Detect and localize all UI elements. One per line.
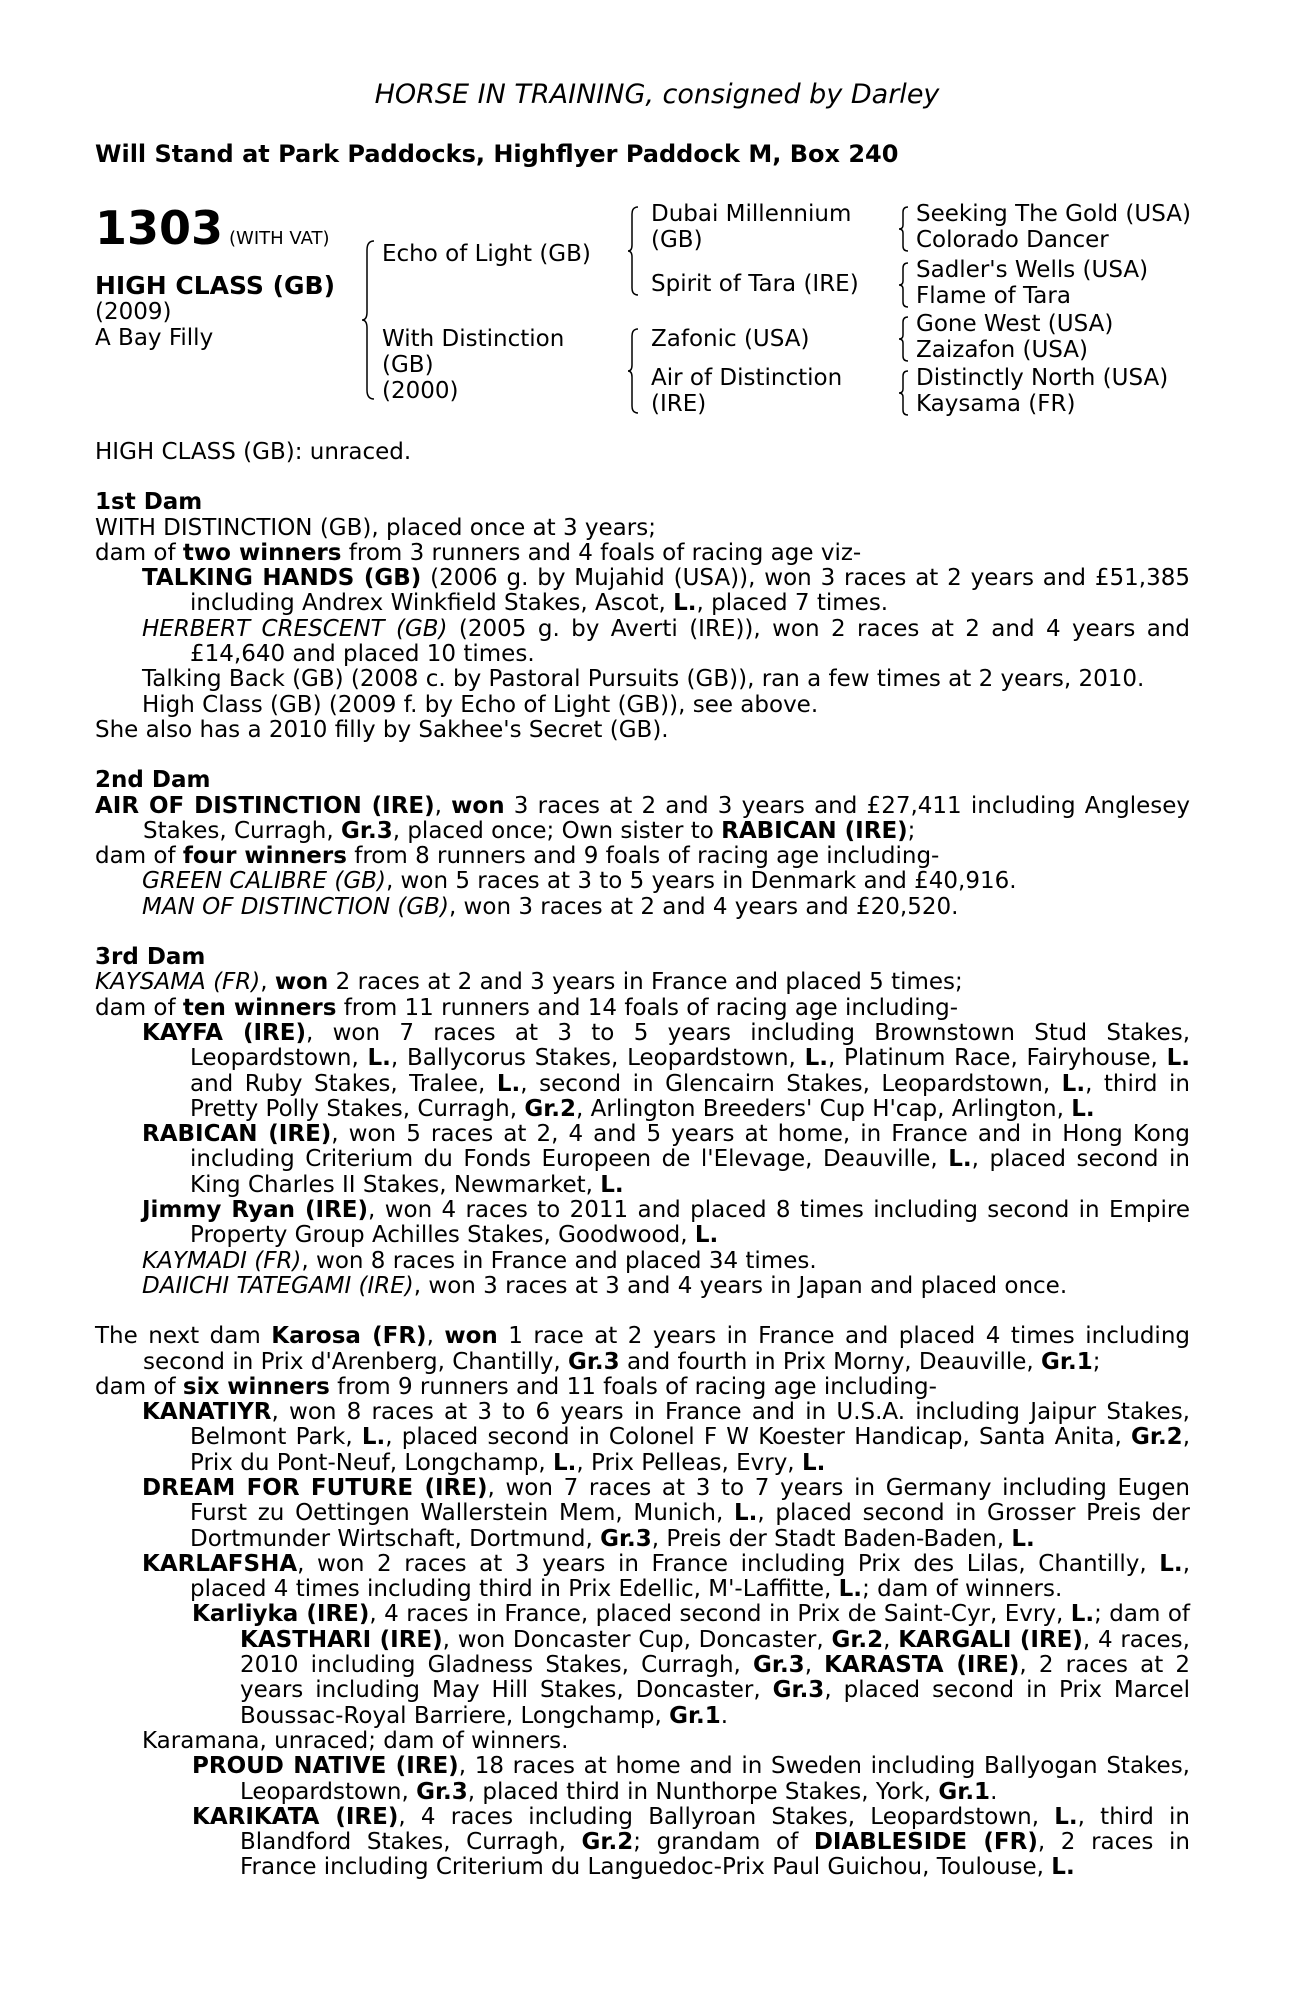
produce-dream-for-future: DREAM FOR FUTURE (IRE), won 7 races at 3 to 7 years in Germany including Eugen Furst zu Oettingen Wallerstein Mem, Munich, L., placed second in Grosser Preis der Dortmunder Wirtschaft, Dortmund, Gr.3, Preis der Stadt Baden-Baden, L. — [142, 1474, 1191, 1552]
produce-karlafsha: KARLAFSHA, won 2 races at 3 years in France including Prix des Lilas, Chantilly, L., placed 4 times including third in Prix Edellic, M'-Laffitte, L.; dam of winners. — [142, 1550, 1190, 1603]
produce-green-calibre: GREEN CALIBRE (GB), won 5 races at 3 to 5 years in Denmark and £40,916. — [142, 868, 1017, 895]
dam-dam-line2: (IRE) — [651, 391, 707, 417]
ancestor-2: Colorado Dancer — [916, 227, 1109, 253]
second-dam-summary: AIR OF DISTINCTION (IRE), won 3 races at 2 and 3 years and £27,411 including Anglesey Stakes, Curragh, Gr.3, placed once; Own sister to RABICAN (IRE); — [95, 792, 1191, 844]
produce-jimmy-ryan: Jimmy Ryan (IRE), won 4 races to 2011 and placed 8 times including second in Empire Property Group Achilles Stakes, Goodwood, L. — [142, 1197, 1191, 1249]
horse-name: HIGH CLASS (GB) — [95, 271, 336, 300]
ancestor-6: Zaizafon (USA) — [916, 337, 1089, 363]
ancestor-1: Seeking The Gold (USA) — [916, 201, 1191, 227]
produce-talking-hands: TALKING HANDS (GB) (2006 g. by Mujahid (USA)), won 3 races at 2 years and £51,385 including Andrex Winkfield Stakes, Ascot, L., placed 7 times. — [142, 565, 1190, 617]
produce-proud-native: PROUD NATIVE (IRE), 18 races at home and in Sweden including Ballyogan Stakes, Leopardstown, Gr.3, placed third in Nunthorpe Stakes, York, Gr.1. — [192, 1753, 1190, 1805]
produce-karamana: Karamana, unraced; dam of winners. — [142, 1727, 569, 1754]
dam-sire: Zafonic (USA) — [651, 326, 810, 352]
produce-karliyka: Karliyka (IRE), 4 races in France, placed second in Prix de Saint-Cyr, Evry, L.; dam of KASTHARI (IRE), won Doncaster Cup, Doncaster, Gr.2, KARGALI (IRE), 4 races, 2010 including Gladness Stakes, Curragh, Gr.3, KARASTA (IRE), 2 races at 2 years including May Hill Stakes, Doncaster, Gr.3, placed second in Prix Marcel Boussac-Royal Barriere, Longchamp, Gr.1. — [192, 1601, 1191, 1729]
first-dam-summary: WITH DISTINCTION (GB), placed once at 3 years; — [95, 514, 656, 541]
brace-g4 — [898, 370, 910, 416]
second-dam-heading: 2nd Dam — [95, 767, 211, 794]
ancestor-5: Gone West (USA) — [916, 311, 1114, 337]
third-dam-produce: dam of ten winners from 11 runners and 14 foals of racing age including- — [95, 994, 959, 1021]
first-dam-produce: dam of two winners from 3 runners and 4 foals of racing age viz- — [95, 539, 862, 566]
ancestor-4: Flame of Tara — [916, 283, 1071, 309]
dam-line1: With Distinction — [382, 326, 565, 352]
next-dam-produce: dam of six winners from 9 runners and 11 foals of racing age including- — [95, 1373, 937, 1400]
brace-g2 — [898, 262, 910, 308]
foaling-year: (2009) — [95, 299, 172, 325]
produce-rabican: RABICAN (IRE), won 5 races at 2, 4 and 5 years at home, in France and in Hong Kong including Criterium du Fonds Europeen de l'Elevage, Deauville, L., placed second in King Charles II Stakes, Newmarket, L. — [142, 1121, 1190, 1198]
vat-note: (WITH VAT) — [229, 228, 330, 249]
second-dam-produce: dam of four winners from 8 runners and 9 foals of racing age including- — [95, 843, 940, 870]
unraced-note: HIGH CLASS (GB): unraced. — [95, 439, 412, 465]
dam-line2: (GB) — [382, 352, 434, 378]
dam-dam-line1: Air of Distinction — [651, 365, 843, 391]
brace-gen1 — [360, 240, 376, 400]
dam-line3: (2000) — [382, 378, 459, 404]
first-dam-heading: 1st Dam — [95, 489, 203, 516]
produce-kayfa: KAYFA (IRE), won 7 races at 3 to 5 years including Brownstown Stud Stakes, Leopardstown, L., Ballycorus Stakes, Leopardstown, L., Platinum Race, Fairyhouse, L. and Ruby Stakes, Tralee, L., second in Glencairn Stakes, Leopardstown, L., third in Pretty Polly Stakes, Curragh, Gr.2, Arlington Breeders' Cup H'cap, Arlington, L. — [142, 1019, 1191, 1122]
next-dam-summary: The next dam Karosa (FR), won 1 race at 2 years in France and placed 4 times including second in Prix d'Arenberg, Chantilly, Gr.3 and fourth in Prix Morny, Deauville, Gr.1; — [95, 1323, 1191, 1375]
sire-sire-line2: (GB) — [651, 227, 703, 253]
third-dam-heading: 3rd Dam — [95, 944, 206, 971]
brace-g1 — [898, 206, 910, 252]
produce-kanatiyr: KANATIYR, won 8 races at 3 to 6 years in France and in U.S.A. including Jaipur Stakes, Belmont Park, L., placed second in Colonel F W Koester Handicap, Santa Anita, Gr.2, Prix du Pont-Neuf, Longchamp, L., Prix Pelleas, Evry, L. — [142, 1399, 1190, 1476]
brace-sire — [626, 206, 640, 296]
produce-daiichi-tategami: DAIICHI TATEGAMI (IRE), won 3 races at 3 and 4 years in Japan and placed once. — [142, 1272, 1068, 1299]
pedigree-notes — [95, 440, 1190, 1881]
produce-herbert-crescent: HERBERT CRESCENT (GB) (2005 g. by Averti (IRE)), won 2 races at 2 and 4 years and £14,640 and placed 10 times. — [142, 615, 1190, 668]
third-dam-summary: KAYSAMA (FR), won 2 races at 2 and 3 years in France and placed 5 times; — [95, 969, 963, 996]
brace-dam — [626, 328, 640, 414]
ancestor-3: Sadler's Wells (USA) — [916, 257, 1149, 283]
produce-high-class: High Class (GB) (2009 f. by Echo of Light (GB)), see above. — [142, 691, 819, 718]
stand-location: Will Stand at Park Paddocks, Highflyer Paddock M, Box 240 — [95, 140, 899, 168]
produce-kaymadi: KAYMADI (FR), won 8 races in France and placed 34 times. — [142, 1247, 817, 1274]
lot-number: 1303 — [95, 201, 224, 255]
produce-man-of-distinction: MAN OF DISTINCTION (GB), won 3 races at 2 and 4 years and £20,520. — [142, 893, 959, 920]
lot-number-line — [95, 201, 330, 255]
sire-dam: Spirit of Tara (IRE) — [651, 271, 859, 297]
sire-sire-line1: Dubai Millennium — [651, 201, 852, 227]
horse-description: A Bay Filly — [95, 325, 214, 351]
produce-talking-back: Talking Back (GB) (2008 c. by Pastoral Pursuits (GB)), ran a few times at 2 years, 2010. — [142, 666, 1145, 693]
brace-g3 — [898, 316, 910, 362]
produce-karikata: KARIKATA (IRE), 4 races including Ballyroan Stakes, Leopardstown, L., third in Blandford Stakes, Curragh, Gr.2; grandam of DIABLESIDE (FR), 2 races in France including Criterium du Languedoc-Prix Paul Guichou, Toulouse, L. — [192, 1803, 1190, 1881]
ancestor-8: Kaysama (FR) — [916, 391, 1076, 417]
ancestor-7: Distinctly North (USA) — [916, 365, 1169, 391]
sire: Echo of Light (GB) — [382, 241, 591, 267]
page-header: HORSE IN TRAINING, consigned by Darley — [374, 79, 940, 110]
produce-2010-filly: She also has a 2010 filly by Sakhee's Secret (GB). — [95, 716, 669, 743]
